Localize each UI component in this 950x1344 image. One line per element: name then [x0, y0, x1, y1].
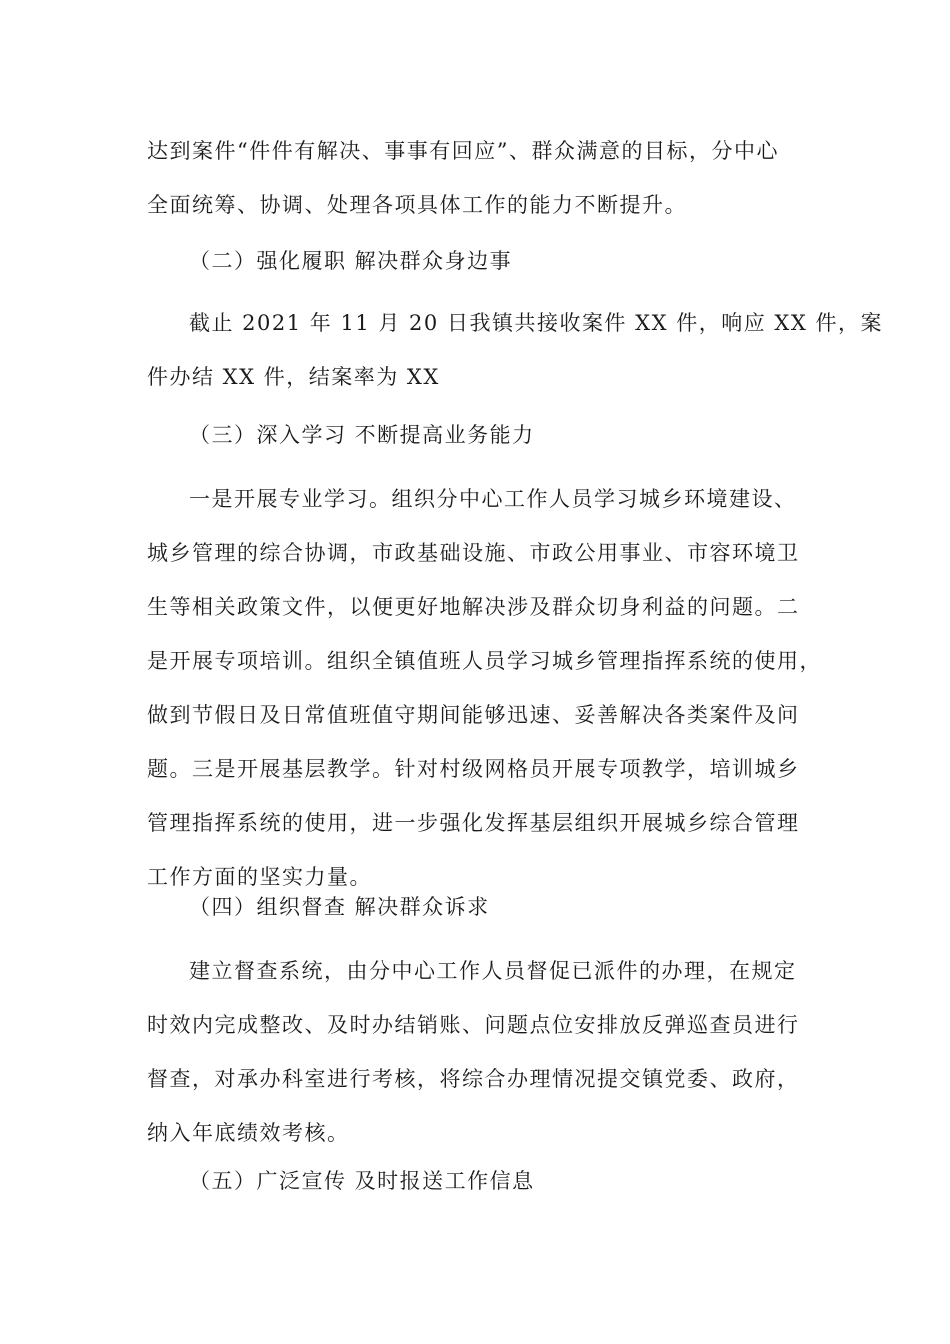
text-line: 截止 2021 年 11 月 20 日我镇共接收案件 XX 件，响应 XX 件，案	[189, 311, 883, 335]
text-line: 督查，对承办科室进行考核，将综合办理情况提交镇党委、政府，	[147, 1067, 800, 1091]
text-line: 达到案件“件件有解决、事事有回应”、群众满意的目标，分中心	[147, 139, 779, 163]
text-line: 是开展专项培训。组织全镇值班人员学习城乡管理指挥系统的使用，	[147, 649, 822, 673]
section-heading-2	[147, 234, 827, 288]
paragraph-continuation	[147, 124, 827, 232]
text-line: 建立督查系统，由分中心工作人员督促已派件的办理，在规定	[189, 959, 797, 983]
text-line: 管理指挥系统的使用，进一步强化发挥基层组织开展城乡综合管理	[147, 811, 800, 835]
section-heading-3	[147, 408, 827, 462]
text-line: 件办结 XX 件，结案率为 XX	[147, 365, 440, 389]
heading-text: （三）深入学习 不断提高业务能力	[189, 423, 535, 447]
heading-text: （二）强化履职 解决群众身边事	[189, 249, 513, 273]
text-line: 纳入年底绩效考核。	[147, 1121, 350, 1145]
text-line: 生等相关政策文件，以便更好地解决涉及群众切身利益的问题。二	[147, 595, 800, 619]
section-heading-4	[147, 880, 827, 934]
text-line: 一是开展专业学习。组织分中心工作人员学习城乡环境建设、	[189, 487, 797, 511]
text-line: 工作方面的坚实力量。	[147, 865, 372, 889]
text-line: 做到节假日及日常值班值守期间能够迅速、妥善解决各类案件及问	[147, 703, 800, 727]
text-line: 全面统筹、协调、处理各项具体工作的能力不断提升。	[147, 193, 687, 217]
paragraph-case-stats	[147, 296, 883, 404]
heading-text: （五）广泛宣传 及时报送工作信息	[189, 1169, 535, 1193]
text-line: 时效内完成整改、及时办结销账、问题点位安排放反弹巡查员进行	[147, 1013, 800, 1037]
paragraph-supervision	[147, 944, 827, 1160]
paragraph-learning	[147, 472, 827, 904]
section-heading-5	[147, 1154, 827, 1208]
heading-text: （四）组织督查 解决群众诉求	[189, 895, 490, 919]
text-line: 题。三是开展基层教学。针对村级网格员开展专项教学，培训城乡	[147, 757, 800, 781]
text-line: 城乡管理的综合协调，市政基础设施、市政公用事业、市容环境卫	[147, 541, 800, 565]
